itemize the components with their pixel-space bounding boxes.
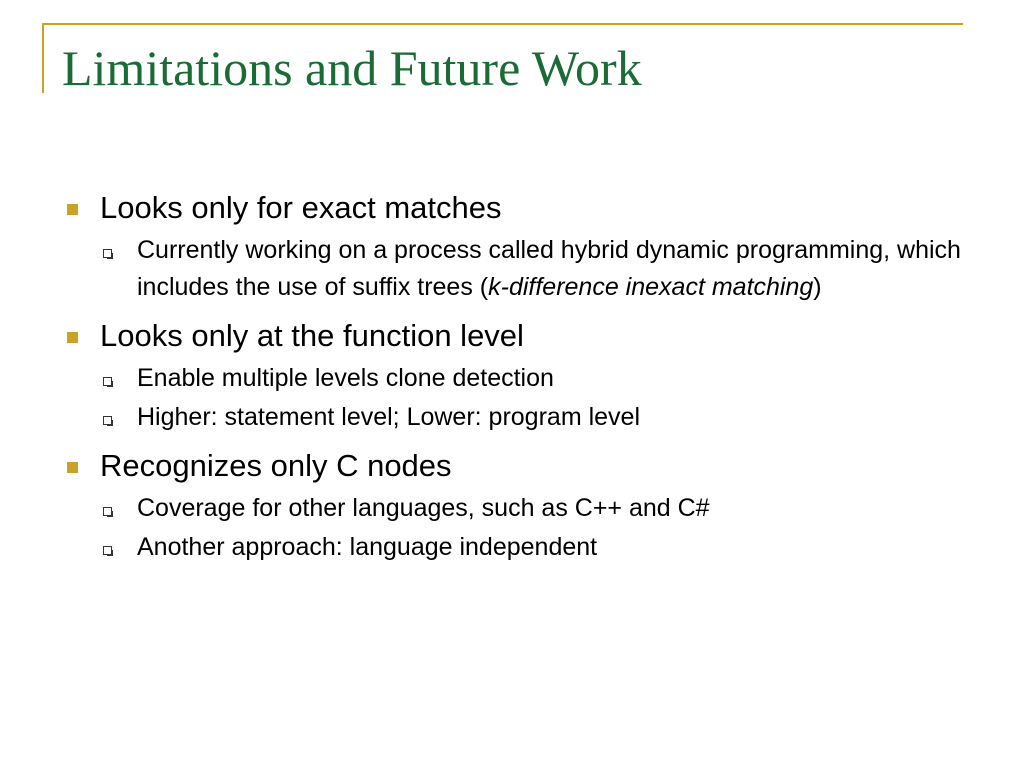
square-bullet-icon [67,332,78,343]
sub-bullet-italic: k-difference inexact matching [488,273,814,301]
bullet-text: Looks only for exact matches [100,190,502,225]
sub-bullet-text: Enable multiple levels clone detection [137,364,554,392]
bullet-block [62,314,962,436]
frame-left-line [42,23,44,93]
bullet-list [62,186,962,574]
sub-bullet-text: Higher: statement level; Lower: program level [137,403,641,431]
sub-bullet-item [62,529,962,566]
square-bullet-icon [67,462,78,473]
bullet-text: Looks only at the function level [100,318,524,353]
square-bullet-icon [67,204,78,215]
sub-bullet-suffix: ) [813,273,822,301]
sub-bullet-text: Another approach: language independent [137,533,598,561]
sub-bullet-item [62,232,962,306]
sub-bullet-text: Coverage for other languages, such as C++ and C# [137,494,710,522]
hollow-square-bullet-icon [103,249,112,258]
bullet-item [62,444,962,488]
hollow-square-bullet-icon [103,416,112,425]
bullet-block [62,186,962,306]
sub-bullet-item [62,399,962,436]
sub-bullet-item [62,490,962,527]
bullet-block [62,444,962,566]
bullet-item [62,186,962,230]
hollow-square-bullet-icon [103,507,112,516]
sub-bullet-item [62,360,962,397]
sub-bullet-text: Currently working on a process called hybrid dynamic programming, which includes the use of suffix trees ( [137,236,961,301]
slide-title: Limitations and Future Work [62,40,642,96]
bullet-item [62,314,962,358]
frame-top-line [42,23,963,25]
hollow-square-bullet-icon [103,546,112,555]
bullet-text: Recognizes only C nodes [100,448,452,483]
hollow-square-bullet-icon [103,377,112,386]
